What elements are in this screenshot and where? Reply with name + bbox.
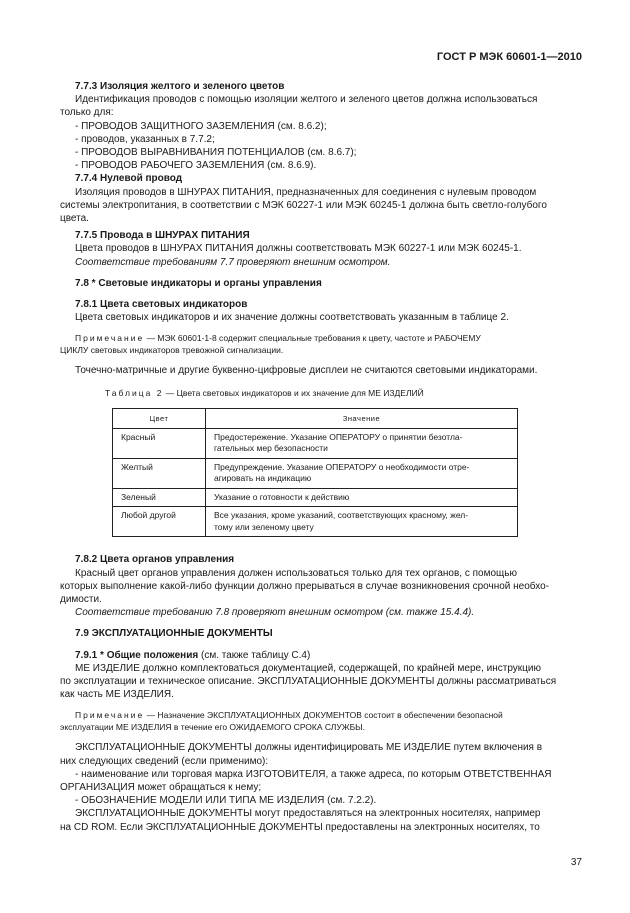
paragraph: Точечно-матричные и другие буквенно-цифровые дисплеи не считаются световыми индикаторами.	[75, 365, 538, 377]
column-header-color: Цвет	[113, 408, 206, 428]
indicator-colors-table	[112, 408, 518, 538]
note-continuation: эксплуатации МЕ ИЗДЕЛИЯ в течение его ОЖИДАЕМОГО СРОКА СЛУЖБЫ.	[60, 722, 366, 733]
note-label: Примечание	[75, 333, 145, 344]
table-header-row	[113, 408, 518, 428]
list-item: - ОБОЗНАЧЕНИЕ МОДЕЛИ ИЛИ ТИПА МЕ ИЗДЕЛИЯ (см. 7.2.2).	[75, 795, 377, 807]
paragraph: по эксплуатации и техническое описание. ЭКСПЛУАТАЦИОННЫЕ ДОКУМЕНТЫ должны рассматриваться	[60, 675, 557, 687]
section-7-9-title: 7.9 ЭКСПЛУАТАЦИОННЫЕ ДОКУМЕНТЫ	[75, 628, 273, 640]
color-cell: Желтый	[113, 458, 206, 488]
paragraph: них следующих сведений (если применимо):	[60, 755, 269, 767]
color-cell: Красный	[113, 428, 206, 458]
paragraph: Красный цвет органов управления должен использоваться только для тех органов, с помощью	[75, 567, 517, 579]
list-item-continuation: ОРГАНИЗАЦИЯ может обращаться к нему;	[60, 782, 262, 793]
list-item: - ПРОВОДОВ ЗАЩИТНОГО ЗАЗЕМЛЕНИЯ (см. 8.6.2);	[75, 120, 327, 132]
table-row	[113, 488, 518, 507]
paragraph: ЭКСПЛУАТАЦИОННЫЕ ДОКУМЕНТЫ могут предоставляться на электронных носителях, например	[75, 808, 541, 820]
note: Примечание — Назначение ЭКСПЛУАТАЦИОННЫХ ДОКУМЕНТОВ состоит в обеспечении безопасной	[75, 710, 503, 721]
paragraph: системы электропитания, в соответствии с МЭК 60227-1 или МЭК 60245-1 должна быть светло-голубого	[60, 199, 547, 211]
list-item: - ПРОВОДОВ РАБОЧЕГО ЗАЗЕМЛЕНИЯ (см. 8.6.9).	[75, 160, 317, 172]
page-number: 37	[570, 857, 582, 868]
color-cell: Любой другой	[113, 507, 206, 537]
section-7-9-1-title: 7.9.1 * Общие положения	[75, 649, 199, 661]
paragraph: Идентификация проводов с помощью изоляции желтого и зеленого цветов должна использоваться	[75, 94, 538, 106]
paragraph: МЕ ИЗДЕЛИЕ должно комплектоваться документацией, содержащей, по крайней мере, инструкцию	[75, 662, 541, 674]
section-7-7-3-title: 7.7.3 Изоляция желтого и зеленого цветов	[75, 81, 285, 92]
note: Примечание — МЭК 60601-1-8 содержит специальные требования к цвету, частоте и РАБОЧЕМУ	[75, 333, 481, 344]
compliance-check: Соответствие требованию 7.8 проверяют внешним осмотром (см. также 15.4.4).	[75, 607, 475, 619]
meaning-cell: Предупреждение. Указание ОПЕРАТОРУ о необходимости отре- агировать на индикацию	[206, 458, 518, 488]
list-item: - проводов, указанных в 7.7.2;	[75, 133, 215, 145]
paragraph: цвета.	[60, 213, 89, 225]
meaning-cell: Предостережение. Указание ОПЕРАТОРУ о принятии безотла- гательных мер безопасности	[206, 428, 518, 458]
paragraph: Цвета световых индикаторов и их значение должны соответствовать указанным в таблице 2.	[75, 312, 509, 324]
paragraph: Цвета проводов в ШНУРАХ ПИТАНИЯ должны соответствовать МЭК 60227-1 или МЭК 60245-1.	[75, 243, 522, 255]
paragraph: только для:	[60, 107, 114, 119]
table-caption: Таблица 2 — Цвета световых индикаторов и их значение для МЕ ИЗДЕЛИЙ	[105, 387, 424, 398]
paragraph: ЭКСПЛУАТАЦИОННЫЕ ДОКУМЕНТЫ должны идентифицировать МЕ ИЗДЕЛИЕ путем включения в	[75, 742, 543, 754]
paragraph: димости.	[60, 593, 102, 605]
note-continuation: ЦИКЛУ световых индикаторов тревожной сигнализации.	[60, 345, 284, 356]
page-body	[60, 80, 584, 834]
table-row	[113, 507, 518, 537]
section-7-8-1-title: 7.8.1 Цвета световых индикаторов	[75, 299, 248, 311]
standard-header: ГОСТ Р МЭК 60601-1—2010	[436, 51, 582, 63]
note-label: Примечание	[75, 710, 145, 721]
section-7-8-title: 7.8 * Световые индикаторы и органы управления	[75, 277, 322, 289]
column-header-meaning: Значение	[206, 408, 518, 428]
table-row	[113, 428, 518, 458]
paragraph: как часть МЕ ИЗДЕЛИЯ.	[60, 689, 174, 701]
section-7-9-1-heading: 7.9.1 * Общие положения (см. также таблицу С.4)	[75, 649, 311, 661]
paragraph: на CD ROM. Если ЭКСПЛУАТАЦИОННЫЕ ДОКУМЕНТЫ предоставлены на электронных носителях, то	[60, 821, 540, 833]
section-7-8-2-title: 7.8.2 Цвета органов управления	[75, 554, 235, 566]
paragraph: Изоляция проводов в ШНУРАХ ПИТАНИЯ, предназначенных для соединения с нулевым проводом	[75, 186, 537, 198]
section-7-7-5-title: 7.7.5 Провода в ШНУРАХ ПИТАНИЯ	[75, 230, 250, 242]
compliance-check: Соответствие требованиям 7.7 проверяют внешним осмотром.	[75, 256, 391, 268]
table-row	[113, 458, 518, 488]
section-7-7-4-title: 7.7.4 Нулевой провод	[75, 173, 183, 185]
color-cell: Зеленый	[113, 488, 206, 507]
paragraph: которых выполнение какой-либо функции должно прерываться в случае возникновения срочной необхо-	[60, 580, 549, 592]
list-item: - ПРОВОДОВ ВЫРАВНИВАНИЯ ПОТЕНЦИАЛОВ (см. 8.6.7);	[75, 147, 357, 159]
meaning-cell: Все указания, кроме указаний, соответствующих красному, жел- тому или зеленому цвету	[206, 507, 518, 537]
meaning-cell: Указание о готовности к действию	[206, 488, 518, 507]
list-item: - наименование или торговая марка ИЗГОТОВИТЕЛЯ, а также адреса, по которым ОТВЕТСТВЕННАЯ	[75, 768, 552, 780]
